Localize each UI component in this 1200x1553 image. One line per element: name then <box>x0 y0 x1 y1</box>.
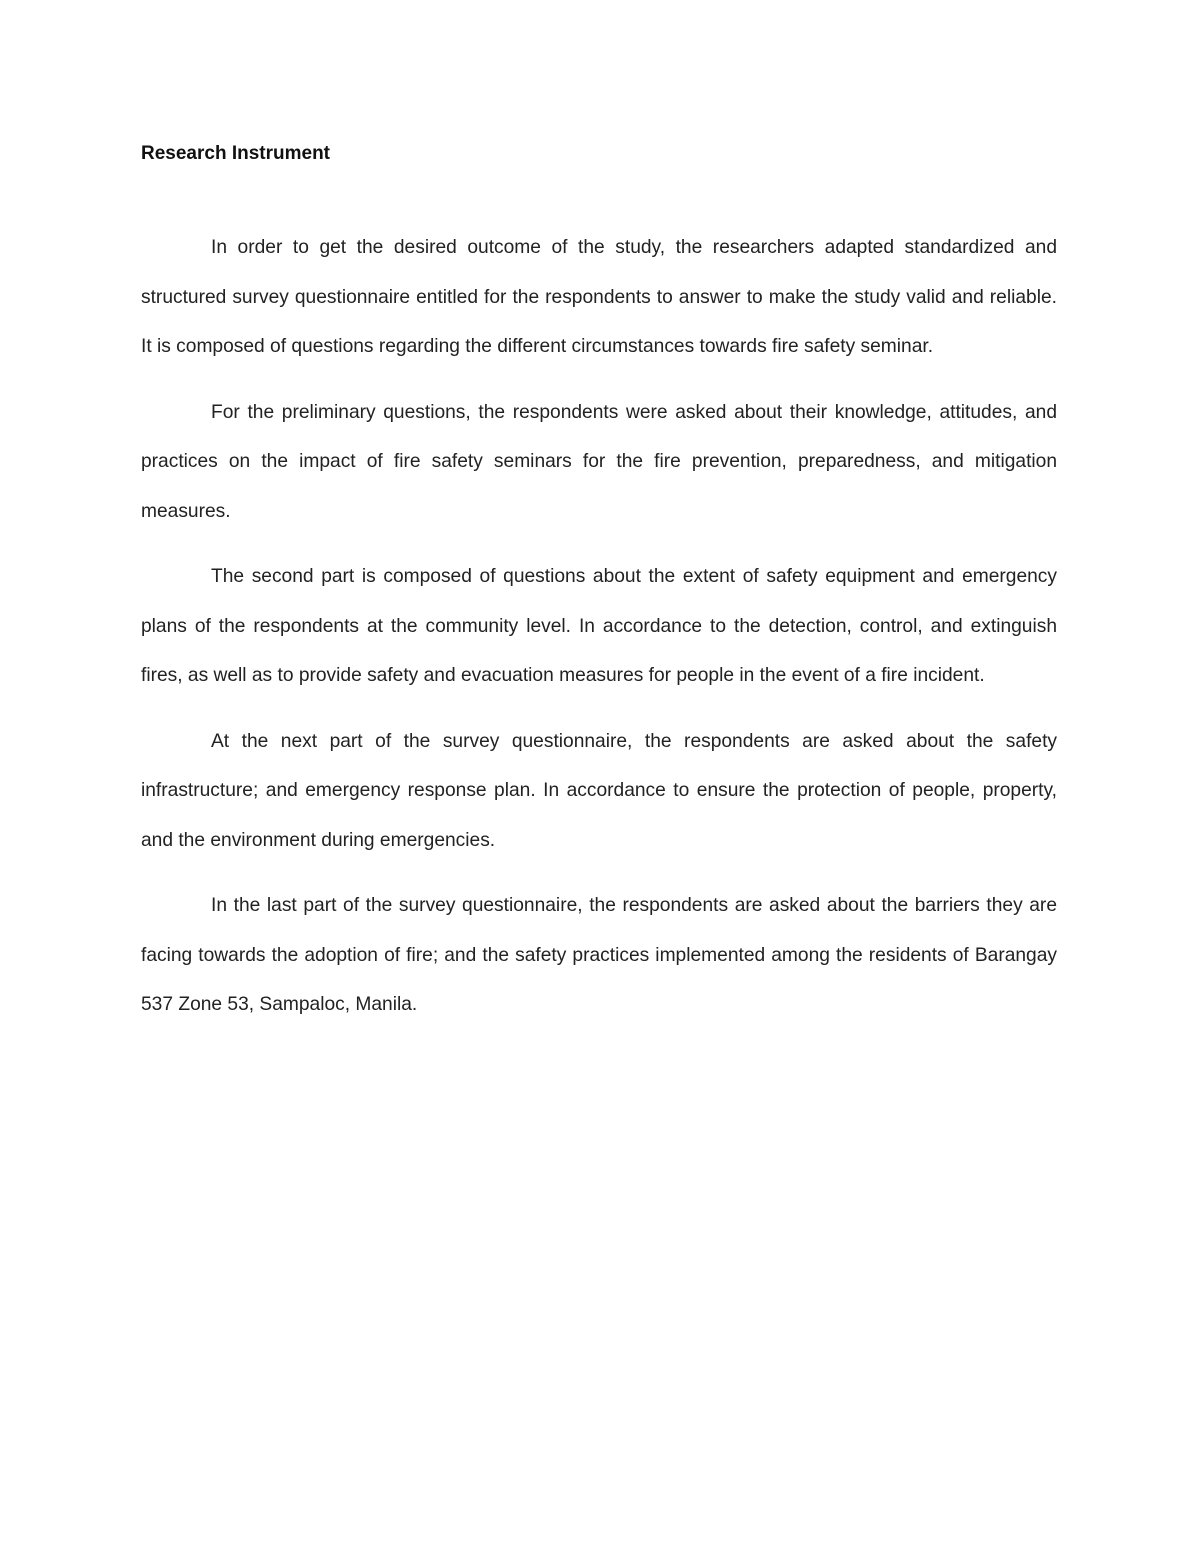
paragraph-next-part: At the next part of the survey questionnaire, the respondents are asked about the safety infrastructure; and emergency response plan. In accordance to ensure the protection of people, property, and the environment during emergencies. <box>141 730 1057 851</box>
paragraph-last-part: In the last part of the survey questionnaire, the respondents are asked about the barriers they are facing towards the adoption of fire; and the safety practices implemented among the residents of Barangay 537 Zone 53, Sampaloc, Manila. <box>141 895 1057 1015</box>
document-body <box>141 139 1057 1046</box>
paragraph-preliminary-questions: For the preliminary questions, the respondents were asked about their knowledge, attitudes, and practices on the impact of fire safety seminars for the fire prevention, preparedness, and mitigation measures. <box>141 401 1057 522</box>
section-heading: Research Instrument <box>141 143 331 164</box>
paragraph-intro: In order to get the desired outcome of the study, the researchers adapted standardized and structured survey questionnaire entitled for the respondents to answer to make the study valid and reliable. It is composed of questions regarding the different circumstances towards fire safety seminar. <box>141 237 1057 357</box>
paragraph-second-part: The second part is composed of questions about the extent of safety equipment and emergency plans of the respondents at the community level. In accordance to the detection, control, and extinguish fires, as well as to provide safety and evacuation measures for people in the event of a fire incident. <box>141 566 1057 686</box>
